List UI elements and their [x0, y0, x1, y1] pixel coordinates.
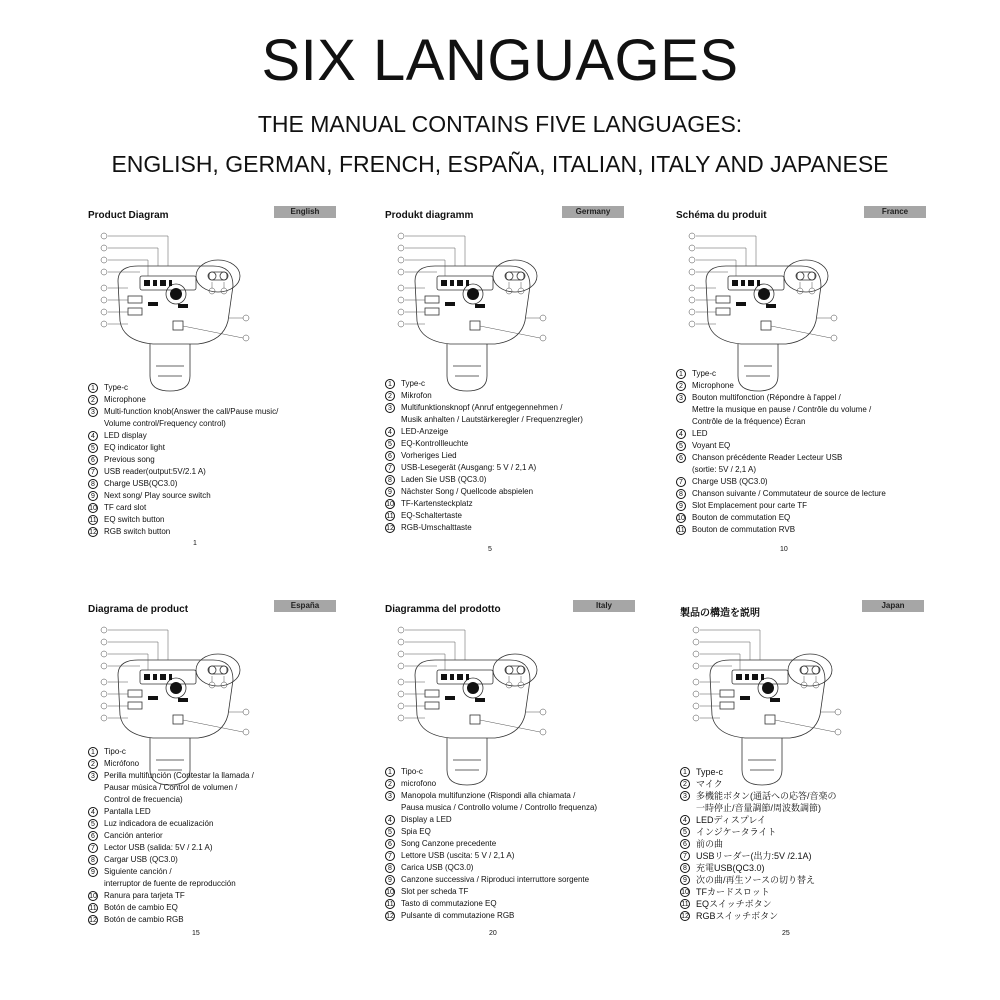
- item-number: 9: [385, 487, 395, 497]
- item-number: 3: [680, 791, 690, 801]
- item-number: 6: [88, 831, 98, 841]
- item-number: 2: [385, 779, 395, 789]
- item-label: USB reader(output:5V/2.1 A): [104, 467, 206, 476]
- parts-list-item: [385, 874, 597, 886]
- parts-list-item: [680, 814, 837, 826]
- parts-list-item: [676, 512, 886, 524]
- item-number: 7: [88, 467, 98, 477]
- item-label: Tipo-c: [401, 767, 423, 776]
- parts-list-item: [88, 818, 254, 830]
- parts-list-item: [680, 766, 837, 778]
- item-label: Multifunktionsknopf (Anruf entgegennehmen / Musik anhalten / Lautstärkeregler / Frequenzregler): [401, 403, 583, 424]
- item-number: 1: [680, 767, 690, 777]
- item-number: 6: [676, 453, 686, 463]
- item-number: 12: [89, 529, 97, 536]
- item-label: Next song/ Play source switch: [104, 491, 211, 500]
- item-number: 11: [677, 527, 685, 534]
- parts-list-item: [385, 838, 597, 850]
- item-number: 1: [385, 379, 395, 389]
- parts-list-item: [88, 514, 278, 526]
- item-label: Cargar USB (QC3.0): [104, 855, 178, 864]
- panel-title: Product Diagram: [88, 210, 169, 221]
- item-label: RGBスイッチボタン: [696, 911, 779, 921]
- item-number: 3: [88, 771, 98, 781]
- item-number: 2: [680, 779, 690, 789]
- item-label: TF card slot: [104, 503, 147, 512]
- item-label: RGB-Umschalttaste: [401, 523, 472, 532]
- item-number: 4: [680, 815, 690, 825]
- item-number: 3: [88, 407, 98, 417]
- item-number: 7: [680, 851, 690, 861]
- item-label: Bouton multifonction (Répondre à l'appel / Mettre la musique en pause / Contrôle du volume / Contrôle de la fréquence) Écran: [692, 393, 872, 426]
- page-title: SIX LANGUAGES: [261, 28, 739, 93]
- language-badge: Italy: [573, 600, 635, 612]
- item-number: 11: [89, 905, 97, 912]
- item-label: Microphone: [692, 381, 734, 390]
- parts-list-item: [680, 838, 837, 850]
- parts-list-item: [676, 500, 886, 512]
- item-number: 7: [385, 851, 395, 861]
- item-number: 3: [385, 791, 395, 801]
- item-label: EQ indicator light: [104, 443, 165, 452]
- page-number: 25: [782, 930, 790, 937]
- page-number: 15: [192, 930, 200, 937]
- parts-list-item: [385, 450, 583, 462]
- panel-title: Schéma du produit: [676, 210, 767, 221]
- item-label: LED display: [104, 431, 147, 440]
- item-label: Type-c: [104, 383, 129, 392]
- page-number: 1: [193, 540, 197, 547]
- parts-list-item: [385, 486, 583, 498]
- diagram-container: [670, 620, 880, 790]
- parts-list-item: [88, 770, 254, 806]
- item-number: 10: [681, 889, 689, 896]
- item-number: 11: [386, 901, 394, 908]
- item-number: 5: [88, 443, 98, 453]
- manual-panel: [676, 207, 976, 580]
- parts-list-item: [676, 452, 886, 476]
- language-badge: English: [274, 206, 336, 218]
- item-number: 11: [89, 517, 97, 524]
- item-label: Micrófono: [104, 759, 140, 768]
- item-number: 8: [680, 863, 690, 873]
- panel-title: Diagrama de product: [88, 604, 189, 615]
- item-number: 6: [88, 455, 98, 465]
- item-number: 8: [385, 475, 395, 485]
- item-number: 4: [88, 807, 98, 817]
- item-number: 2: [88, 759, 98, 769]
- item-number: 9: [385, 875, 395, 885]
- item-number: 5: [385, 439, 395, 449]
- knob: [170, 682, 182, 694]
- parts-list: [676, 368, 886, 536]
- parts-list-item: [385, 790, 597, 814]
- parts-list-item: [385, 474, 583, 486]
- item-label: Lettore USB (uscita: 5 V / 2,1 A): [401, 851, 515, 860]
- item-label: USB-Lesegerät (Ausgang: 5 V / 2,1 A): [401, 463, 537, 472]
- parts-list-item: [680, 910, 837, 922]
- item-label: Slot Emplacement pour carte TF: [692, 501, 808, 510]
- parts-list: [385, 378, 583, 534]
- item-number: 9: [680, 875, 690, 885]
- diagram-container: [375, 620, 585, 790]
- panel-title: Diagramma del prodotto: [385, 604, 501, 615]
- parts-list-item: [385, 826, 597, 838]
- parts-list-item: [676, 488, 886, 500]
- side-button-panel: [196, 260, 240, 292]
- parts-list-item: [88, 478, 278, 490]
- diagram-container: [78, 226, 288, 396]
- parts-list: [88, 382, 278, 538]
- item-label: Type-c: [401, 379, 426, 388]
- item-label: Type-c: [692, 369, 717, 378]
- parts-list-item: [385, 402, 583, 426]
- item-number: 4: [385, 815, 395, 825]
- parts-list-item: [676, 476, 886, 488]
- manual-panel: [385, 601, 685, 974]
- parts-list-item: [676, 428, 886, 440]
- item-number: 10: [386, 501, 394, 508]
- item-label: Song Canzone precedente: [401, 839, 497, 848]
- item-number: 12: [386, 525, 394, 532]
- item-number: 4: [676, 429, 686, 439]
- item-label: インジケータライト: [696, 827, 777, 837]
- knob: [467, 682, 479, 694]
- item-label: Display a LED: [401, 815, 452, 824]
- knob: [467, 288, 479, 300]
- item-label: Laden Sie USB (QC3.0): [401, 475, 487, 484]
- item-number: 12: [89, 917, 97, 924]
- item-number: 10: [89, 893, 97, 900]
- parts-list-item: [385, 778, 597, 790]
- knob: [758, 288, 770, 300]
- item-number: 8: [676, 489, 686, 499]
- item-number: 9: [88, 867, 98, 877]
- item-label: Vorheriges Lied: [401, 451, 457, 460]
- parts-list-item: [88, 806, 254, 818]
- item-number: 4: [88, 431, 98, 441]
- item-label: Multi-function knob(Answer the call/Pause music/ Volume control/Frequency control): [104, 407, 279, 428]
- item-label: LED: [692, 429, 708, 438]
- item-number: 5: [680, 827, 690, 837]
- item-number: 7: [385, 463, 395, 473]
- parts-list-item: [676, 392, 886, 428]
- parts-list-item: [88, 890, 254, 902]
- manual-panel: [680, 601, 980, 974]
- parts-list-item: [676, 440, 886, 452]
- item-number: 3: [385, 403, 395, 413]
- parts-list-item: [385, 898, 597, 910]
- item-label: 次の曲/再生ソースの切り替え: [696, 875, 816, 885]
- item-label: Botón de cambio RGB: [104, 915, 184, 924]
- side-button-panel: [788, 654, 832, 686]
- item-label: EQ switch button: [104, 515, 165, 524]
- parts-list-item: [680, 826, 837, 838]
- item-label: Bouton de commutation EQ: [692, 513, 791, 522]
- parts-list-item: [88, 442, 278, 454]
- parts-list-item: [88, 430, 278, 442]
- parts-list-item: [88, 454, 278, 466]
- item-label: EQ-Kontrollleuchte: [401, 439, 469, 448]
- item-number: 2: [676, 381, 686, 391]
- parts-list-item: [88, 914, 254, 926]
- page-subtitle: THE MANUAL CONTAINS FIVE LANGUAGES:: [257, 111, 743, 137]
- item-number: 3: [676, 393, 686, 403]
- item-label: Manopola multifunzione (Rispondi alla chiamata / Pausa musica / Controllo volume / Controllo frequenza): [401, 791, 598, 812]
- item-number: 10: [386, 889, 394, 896]
- item-number: 5: [88, 819, 98, 829]
- item-label: Siguiente canción / interruptor de fuente de reproducción: [104, 867, 236, 888]
- parts-list-item: [385, 510, 583, 522]
- parts-list-item: [88, 746, 254, 758]
- parts-list-item: [680, 886, 837, 898]
- parts-list: [385, 766, 597, 922]
- item-label: Canzone successiva / Riproduci interruttore sorgente: [401, 875, 590, 884]
- product-diagram: [375, 620, 585, 790]
- manual-panel: [88, 601, 388, 974]
- parts-list-item: [385, 390, 583, 402]
- item-label: TF-Kartensteckplatz: [401, 499, 473, 508]
- item-label: Chanson précédente Reader Lecteur USB (sortie: 5V / 2,1 A): [692, 453, 843, 474]
- item-label: TFカードスロット: [696, 887, 770, 897]
- parts-list-item: [385, 862, 597, 874]
- item-number: 10: [89, 505, 97, 512]
- page-number: 10: [780, 546, 788, 553]
- diagram-container: [375, 226, 585, 396]
- item-number: 10: [677, 515, 685, 522]
- item-label: Chanson suivante / Commutateur de source de lecture: [692, 489, 886, 498]
- item-label: Spia EQ: [401, 827, 431, 836]
- product-diagram: [375, 226, 585, 396]
- item-number: 6: [680, 839, 690, 849]
- parts-list-item: [676, 524, 886, 536]
- parts-list: [680, 766, 837, 922]
- knob: [762, 682, 774, 694]
- item-number: 12: [681, 913, 689, 920]
- manual-panel: [385, 207, 685, 580]
- item-number: 8: [88, 855, 98, 865]
- item-label: EQスイッチボタン: [696, 899, 772, 909]
- parts-list-item: [676, 380, 886, 392]
- parts-list-item: [88, 854, 254, 866]
- parts-list-item: [385, 910, 597, 922]
- item-number: 1: [88, 747, 98, 757]
- parts-list-item: [88, 394, 278, 406]
- item-number: 11: [386, 513, 394, 520]
- item-label: Botón de cambio EQ: [104, 903, 178, 912]
- parts-list-item: [385, 766, 597, 778]
- side-button-panel: [196, 654, 240, 686]
- item-label: Type-c: [696, 767, 724, 777]
- item-label: Microphone: [104, 395, 146, 404]
- parts-list-item: [88, 866, 254, 890]
- parts-list-item: [88, 902, 254, 914]
- item-label: 多機能ボタン(通話への応答/音楽の 一時停止/音量調節/周波数調節): [696, 791, 837, 813]
- languages-line: ENGLISH, GERMAN, FRENCH, ESPAÑA, ITALIAN, ITALY AND JAPANESE: [111, 151, 889, 177]
- item-label: microfono: [401, 779, 437, 788]
- parts-list-item: [385, 850, 597, 862]
- panel-title: Produkt diagramm: [385, 210, 474, 221]
- parts-list-item: [385, 886, 597, 898]
- item-label: Mikrofon: [401, 391, 432, 400]
- item-number: 5: [385, 827, 395, 837]
- item-number: 9: [676, 501, 686, 511]
- parts-list-item: [88, 758, 254, 770]
- item-label: マイク: [696, 779, 723, 789]
- parts-list-item: [680, 790, 837, 814]
- parts-list-item: [680, 778, 837, 790]
- side-button-panel: [493, 260, 537, 292]
- item-label: Voyant EQ: [692, 441, 731, 450]
- item-number: 1: [88, 383, 98, 393]
- item-number: 6: [385, 839, 395, 849]
- item-label: LED-Anzeige: [401, 427, 449, 436]
- parts-list-item: [385, 522, 583, 534]
- language-badge: France: [864, 206, 926, 218]
- parts-list-item: [385, 462, 583, 474]
- item-label: Carica USB (QC3.0): [401, 863, 474, 872]
- product-diagram: [670, 620, 880, 790]
- item-label: Tasto di commutazione EQ: [401, 899, 497, 908]
- item-number: 11: [681, 901, 689, 908]
- item-label: LEDディスプレイ: [696, 815, 766, 825]
- parts-list-item: [88, 382, 278, 394]
- item-label: Pulsante di commutazione RGB: [401, 911, 515, 920]
- parts-list-item: [680, 862, 837, 874]
- language-badge: España: [274, 600, 336, 612]
- parts-list-item: [88, 526, 278, 538]
- item-number: 4: [385, 427, 395, 437]
- panel-title: 製品の構造を説明: [680, 608, 760, 619]
- item-number: 2: [88, 395, 98, 405]
- item-label: Charge USB (QC3.0): [692, 477, 768, 486]
- item-label: Slot per scheda TF: [401, 887, 469, 896]
- language-badge: Japan: [862, 600, 924, 612]
- page-number: 20: [489, 930, 497, 937]
- parts-list-item: [88, 502, 278, 514]
- item-label: Previous song: [104, 455, 155, 464]
- item-label: Charge USB(QC3.0): [104, 479, 178, 488]
- item-label: Canción anterior: [104, 831, 163, 840]
- parts-list-item: [88, 466, 278, 478]
- item-number: 12: [386, 913, 394, 920]
- item-number: 9: [88, 491, 98, 501]
- item-label: RGB switch button: [104, 527, 171, 536]
- side-button-panel: [784, 260, 828, 292]
- item-label: EQ-Schaltertaste: [401, 511, 462, 520]
- item-label: Perilla multifunción (Contestar la llamada / Pausar música / Control de volumen / Control de frecuencia): [104, 771, 254, 804]
- parts-list-item: [680, 898, 837, 910]
- item-number: 6: [385, 451, 395, 461]
- knob: [170, 288, 182, 300]
- parts-list-item: [385, 438, 583, 450]
- parts-list-item: [680, 850, 837, 862]
- parts-list-item: [88, 830, 254, 842]
- item-number: 7: [88, 843, 98, 853]
- parts-list-item: [385, 814, 597, 826]
- item-label: Pantalla LED: [104, 807, 151, 816]
- item-label: Lector USB (salida: 5V / 2.1 A): [104, 843, 213, 852]
- item-label: Tipo-c: [104, 747, 126, 756]
- parts-list-item: [88, 842, 254, 854]
- parts-list-item: [385, 426, 583, 438]
- item-label: 充電USB(QC3.0): [696, 863, 765, 873]
- parts-list-item: [385, 378, 583, 390]
- side-button-panel: [493, 654, 537, 686]
- parts-list: [88, 746, 254, 926]
- parts-list-item: [385, 498, 583, 510]
- item-number: 8: [88, 479, 98, 489]
- item-number: 5: [676, 441, 686, 451]
- product-diagram: [78, 226, 288, 396]
- item-label: Ranura para tarjeta TF: [104, 891, 185, 900]
- item-label: Nächster Song / Quellcode abspielen: [401, 487, 534, 496]
- item-number: 8: [385, 863, 395, 873]
- item-label: 前の曲: [696, 839, 724, 849]
- parts-list-item: [88, 490, 278, 502]
- item-number: 7: [676, 477, 686, 487]
- item-number: 1: [385, 767, 395, 777]
- item-label: Luz indicadora de ecualización: [104, 819, 214, 828]
- page-number: 5: [488, 546, 492, 553]
- parts-list-item: [680, 874, 837, 886]
- parts-list-item: [88, 406, 278, 430]
- language-badge: Germany: [562, 206, 624, 218]
- item-label: Bouton de commutation RVB: [692, 525, 796, 534]
- item-label: USBリーダー(出力:5V /2.1A): [696, 851, 812, 861]
- item-number: 1: [676, 369, 686, 379]
- parts-list-item: [676, 368, 886, 380]
- item-number: 2: [385, 391, 395, 401]
- manual-panel: [88, 207, 388, 580]
